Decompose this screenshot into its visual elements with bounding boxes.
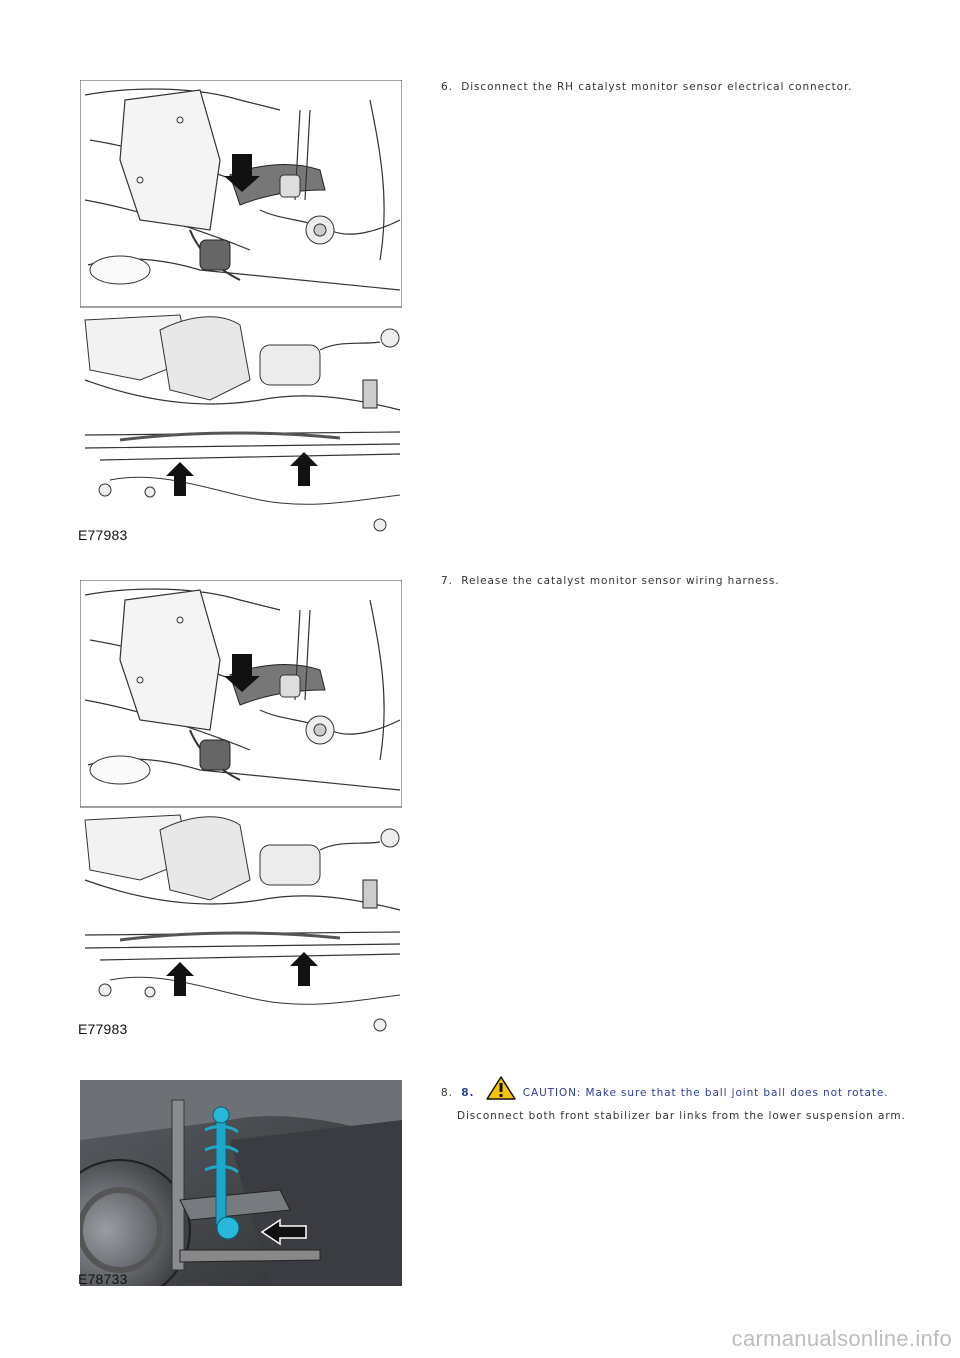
line-drawing-catalyst-connector	[80, 80, 402, 536]
step-text: Release the catalyst monitor sensor wiring harness.	[461, 575, 780, 587]
step-8-text: Disconnect both front stabilizer bar links from the lower suspension arm.	[457, 1110, 906, 1122]
warning-triangle-icon	[486, 1076, 516, 1103]
step-number: 6.	[441, 81, 453, 93]
figure-step-6	[80, 80, 402, 536]
step-6	[441, 81, 852, 93]
step-8	[441, 1076, 888, 1103]
figure-label: E77983	[78, 527, 128, 543]
figure-label: E77983	[78, 1021, 128, 1037]
step-number: 7.	[441, 575, 453, 587]
figure-step-7	[80, 580, 402, 1036]
caution-step-number: 8.	[461, 1087, 475, 1099]
caution-block	[461, 1087, 888, 1099]
figure-step-8	[80, 1080, 402, 1286]
step-7	[441, 575, 779, 587]
render-stabilizer-link	[80, 1080, 402, 1286]
step-number: 8.	[441, 1087, 453, 1099]
figure-label: E78733	[78, 1271, 128, 1287]
step-text: Disconnect the RH catalyst monitor sensor electrical connector.	[461, 81, 853, 93]
caution-text: CAUTION: Make sure that the ball joint ball does not rotate.	[522, 1087, 889, 1099]
watermark: carmanualsonline.info	[731, 1326, 952, 1351]
line-drawing-wiring-harness	[80, 580, 402, 1036]
